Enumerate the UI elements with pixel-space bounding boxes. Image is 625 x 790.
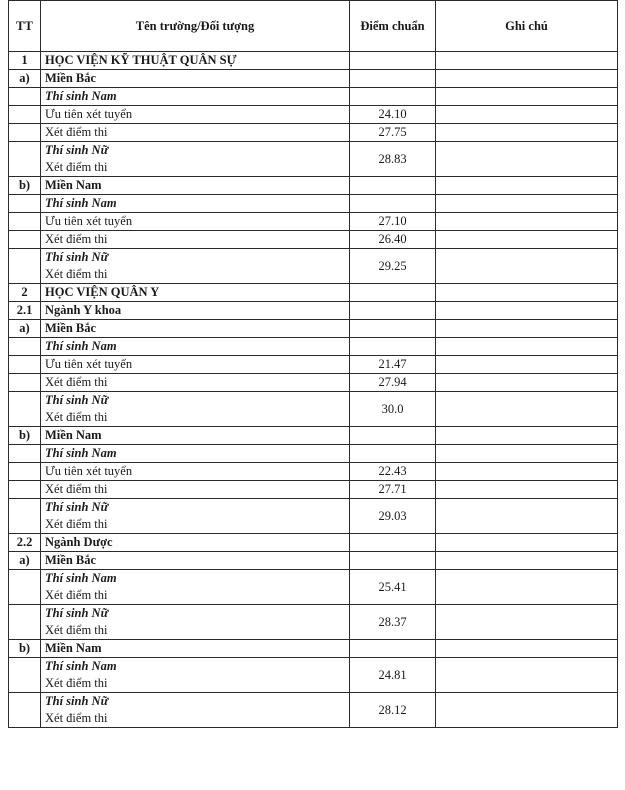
row-index <box>9 124 41 142</box>
note-cell <box>436 231 618 249</box>
row-index <box>9 693 41 728</box>
score-cell <box>350 88 436 106</box>
row-index <box>9 356 41 374</box>
score-cell: 30.0 <box>350 392 436 427</box>
section-title: HỌC VIỆN KỸ THUẬT QUÂN SỰ <box>41 52 350 70</box>
candidate-group-label: Thí sinh Nữ <box>45 250 109 264</box>
score-cell: 28.12 <box>350 693 436 728</box>
note-cell <box>436 693 618 728</box>
candidate-group-label: Thí sinh Nữ <box>45 393 109 407</box>
score-cell <box>350 552 436 570</box>
candidate-group-label: Thí sinh Nữ <box>45 500 109 514</box>
table-row <box>9 658 618 693</box>
note-cell <box>436 392 618 427</box>
criterion-label: Ưu tiên xét tuyển <box>41 463 350 481</box>
criterion-label: Ưu tiên xét tuyển <box>41 106 350 124</box>
candidate-group-cell <box>41 605 350 640</box>
note-cell <box>436 302 618 320</box>
header-note: Ghi chú <box>436 1 618 52</box>
table-row <box>9 605 618 640</box>
note-cell <box>436 320 618 338</box>
region-label: Miền Nam <box>41 640 350 658</box>
candidate-group-cell <box>41 499 350 534</box>
row-index: b) <box>9 640 41 658</box>
note-cell <box>436 552 618 570</box>
score-cell: 25.41 <box>350 570 436 605</box>
score-cell <box>350 338 436 356</box>
header-name: Tên trường/Đối tượng <box>41 1 350 52</box>
score-table <box>8 0 618 728</box>
candidate-group-label: Thí sinh Nữ <box>45 143 109 157</box>
score-cell <box>350 284 436 302</box>
row-index <box>9 658 41 693</box>
note-cell <box>436 142 618 177</box>
criterion-label: Xét điểm thi <box>41 374 350 392</box>
score-cell: 29.03 <box>350 499 436 534</box>
table-row <box>9 302 618 320</box>
note-cell <box>436 70 618 88</box>
row-index <box>9 499 41 534</box>
header-tt: TT <box>9 1 41 52</box>
note-cell <box>436 445 618 463</box>
score-cell: 29.25 <box>350 249 436 284</box>
note-cell <box>436 499 618 534</box>
table-row <box>9 249 618 284</box>
note-cell <box>436 177 618 195</box>
score-cell: 27.71 <box>350 481 436 499</box>
candidate-group-label: Thí sinh Nam <box>45 89 117 103</box>
score-cell: 21.47 <box>350 356 436 374</box>
region-label: Miền Nam <box>41 177 350 195</box>
region-label: Miền Bắc <box>41 70 350 88</box>
candidate-group-label: Thí sinh Nam <box>45 446 117 460</box>
region-label: Miền Nam <box>41 427 350 445</box>
score-cell <box>350 302 436 320</box>
row-index <box>9 249 41 284</box>
note-cell <box>436 124 618 142</box>
score-cell: 26.40 <box>350 231 436 249</box>
row-index <box>9 445 41 463</box>
note-cell <box>436 213 618 231</box>
header-row <box>9 1 618 52</box>
row-index: a) <box>9 320 41 338</box>
note-cell <box>436 88 618 106</box>
row-index: 1 <box>9 52 41 70</box>
score-cell: 24.81 <box>350 658 436 693</box>
table-row <box>9 320 618 338</box>
candidate-group-cell <box>41 195 350 213</box>
table-row <box>9 231 618 249</box>
row-index: 2 <box>9 284 41 302</box>
table-row <box>9 70 618 88</box>
row-index: 2.2 <box>9 534 41 552</box>
note-cell <box>436 356 618 374</box>
table-row <box>9 52 618 70</box>
section-title: HỌC VIỆN QUÂN Y <box>41 284 350 302</box>
table-row <box>9 499 618 534</box>
table-row <box>9 195 618 213</box>
criterion-label: Xét điểm thi <box>45 623 108 637</box>
admission-score-document <box>8 0 617 728</box>
score-cell: 28.37 <box>350 605 436 640</box>
note-cell <box>436 284 618 302</box>
candidate-group-cell <box>41 570 350 605</box>
criterion-label: Xét điểm thi <box>45 676 108 690</box>
table-row <box>9 356 618 374</box>
note-cell <box>436 338 618 356</box>
row-index <box>9 605 41 640</box>
candidate-group-label: Thí sinh Nữ <box>45 606 109 620</box>
table-row <box>9 693 618 728</box>
criterion-label: Ưu tiên xét tuyển <box>41 213 350 231</box>
score-cell: 27.10 <box>350 213 436 231</box>
major-label: Ngành Y khoa <box>41 302 350 320</box>
note-cell <box>436 534 618 552</box>
region-label: Miền Bắc <box>41 320 350 338</box>
row-index: 2.1 <box>9 302 41 320</box>
criterion-label: Xét điểm thi <box>45 588 108 602</box>
major-label: Ngành Dược <box>41 534 350 552</box>
score-cell <box>350 640 436 658</box>
note-cell <box>436 640 618 658</box>
row-index <box>9 106 41 124</box>
candidate-group-label: Thí sinh Nam <box>45 659 117 673</box>
note-cell <box>436 427 618 445</box>
candidate-group-cell <box>41 249 350 284</box>
candidate-group-cell <box>41 88 350 106</box>
candidate-group-label: Thí sinh Nam <box>45 571 117 585</box>
note-cell <box>436 106 618 124</box>
row-index <box>9 374 41 392</box>
table-row <box>9 534 618 552</box>
table-row <box>9 124 618 142</box>
row-index <box>9 570 41 605</box>
row-index <box>9 481 41 499</box>
row-index: b) <box>9 177 41 195</box>
table-row <box>9 338 618 356</box>
table-row <box>9 445 618 463</box>
note-cell <box>436 481 618 499</box>
note-cell <box>436 249 618 284</box>
candidate-group-label: Thí sinh Nữ <box>45 694 109 708</box>
table-row <box>9 142 618 177</box>
row-index <box>9 88 41 106</box>
table-row <box>9 552 618 570</box>
score-cell <box>350 534 436 552</box>
criterion-label: Xét điểm thi <box>41 124 350 142</box>
table-row <box>9 392 618 427</box>
score-cell <box>350 177 436 195</box>
candidate-group-cell <box>41 392 350 427</box>
row-index <box>9 231 41 249</box>
table-row <box>9 177 618 195</box>
note-cell <box>436 195 618 213</box>
candidate-group-cell <box>41 693 350 728</box>
table-row <box>9 88 618 106</box>
region-label: Miền Bắc <box>41 552 350 570</box>
score-cell <box>350 195 436 213</box>
row-index <box>9 463 41 481</box>
table-row <box>9 481 618 499</box>
note-cell <box>436 463 618 481</box>
table-row <box>9 213 618 231</box>
score-cell <box>350 70 436 88</box>
criterion-label: Xét điểm thi <box>41 231 350 249</box>
score-cell: 22.43 <box>350 463 436 481</box>
table-row <box>9 427 618 445</box>
note-cell <box>436 374 618 392</box>
table-row <box>9 640 618 658</box>
criterion-label: Xét điểm thi <box>41 481 350 499</box>
row-index <box>9 195 41 213</box>
criterion-label: Xét điểm thi <box>45 267 108 281</box>
score-cell: 27.94 <box>350 374 436 392</box>
note-cell <box>436 570 618 605</box>
candidate-group-cell <box>41 142 350 177</box>
candidate-group-cell <box>41 658 350 693</box>
criterion-label: Xét điểm thi <box>45 517 108 531</box>
score-cell <box>350 52 436 70</box>
table-row <box>9 463 618 481</box>
row-index <box>9 213 41 231</box>
candidate-group-label: Thí sinh Nam <box>45 339 117 353</box>
note-cell <box>436 52 618 70</box>
row-index <box>9 142 41 177</box>
score-cell <box>350 445 436 463</box>
row-index: a) <box>9 70 41 88</box>
criterion-label: Xét điểm thi <box>45 160 108 174</box>
score-cell <box>350 427 436 445</box>
table-row <box>9 374 618 392</box>
candidate-group-cell <box>41 338 350 356</box>
criterion-label: Ưu tiên xét tuyển <box>41 356 350 374</box>
note-cell <box>436 605 618 640</box>
candidate-group-cell <box>41 445 350 463</box>
score-cell: 28.83 <box>350 142 436 177</box>
header-score: Điểm chuẩn <box>350 1 436 52</box>
table-row <box>9 570 618 605</box>
table-row <box>9 106 618 124</box>
candidate-group-label: Thí sinh Nam <box>45 196 117 210</box>
row-index <box>9 338 41 356</box>
table-row <box>9 284 618 302</box>
row-index: a) <box>9 552 41 570</box>
score-cell: 24.10 <box>350 106 436 124</box>
criterion-label: Xét điểm thi <box>45 711 108 725</box>
score-cell: 27.75 <box>350 124 436 142</box>
note-cell <box>436 658 618 693</box>
row-index <box>9 392 41 427</box>
score-cell <box>350 320 436 338</box>
row-index: b) <box>9 427 41 445</box>
criterion-label: Xét điểm thi <box>45 410 108 424</box>
